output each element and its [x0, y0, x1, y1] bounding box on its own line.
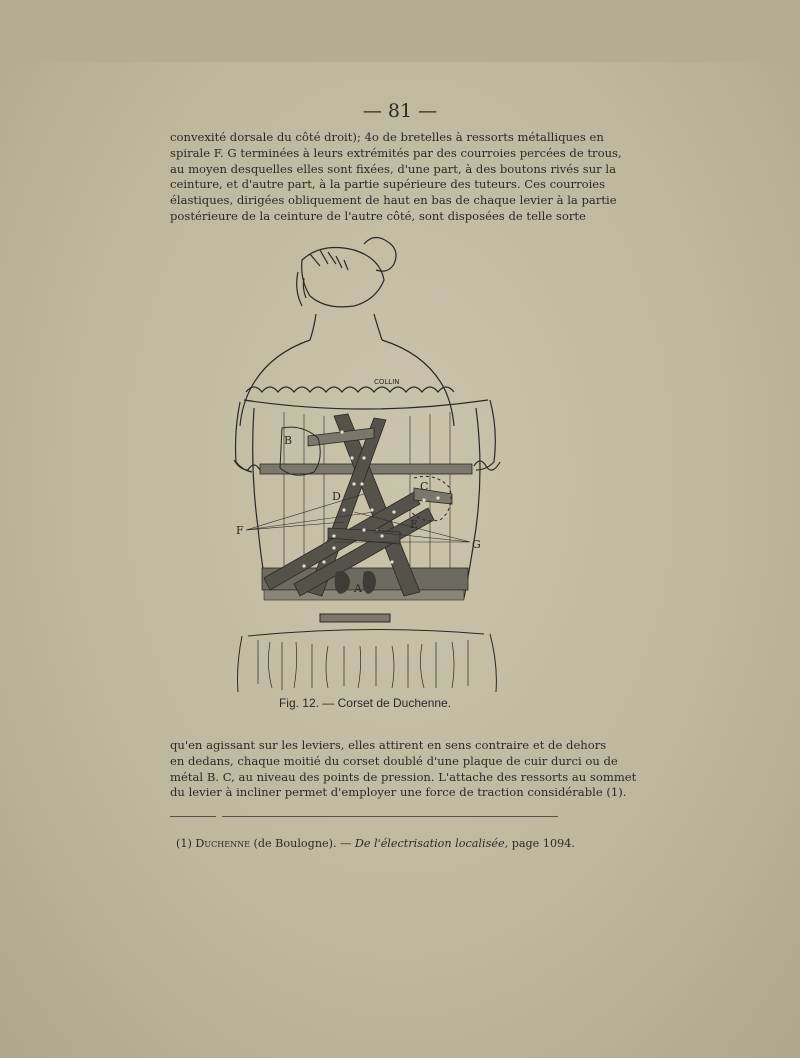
label-e: E	[410, 518, 419, 531]
text-line: qu'en agissant sur les leviers, elles attirent en sens contraire et de dehors	[170, 738, 607, 752]
hair	[302, 248, 384, 307]
text-line: élastiques, dirigées obliquement de haut en bas de chaque levier à la partie	[170, 193, 617, 208]
label-a: A	[354, 582, 362, 595]
label-b: B	[284, 434, 293, 447]
text-line: métal B. C, au niveau des points de pression. L'attache des ressorts au sommet	[170, 769, 637, 784]
text-line: au moyen desquelles elles sont fixées, d'une part, à des boutons rivés sur la	[170, 161, 617, 176]
label-c: C	[420, 480, 429, 493]
corset-engraving	[224, 232, 508, 694]
text-line: postérieure de la ceinture de l'autre côté, sont disposées de telle sorte	[170, 208, 586, 223]
lace-top	[246, 387, 454, 392]
footnote-page: page 1094.	[511, 837, 575, 850]
back-outline	[240, 340, 454, 426]
label-f: F	[236, 524, 244, 537]
text-line: convexité dorsale du côté droit); 4o de bretelles à ressorts métalliques en	[170, 130, 604, 144]
page-number: — 81 —	[362, 100, 438, 122]
footnote-marker: (1)	[176, 837, 192, 850]
paragraph-bottom	[170, 738, 637, 801]
figure-caption: Fig. 12. — Corset de Duchenne.	[278, 696, 452, 710]
footnote-author: Duchenne	[195, 837, 250, 850]
engraver-signature: COLLIN	[374, 378, 400, 386]
skirt	[238, 634, 497, 692]
text-line: ceinture, et d'autre part, à la partie supérieure des tuteurs. Ces courroies	[170, 177, 606, 192]
footnote-rule	[222, 816, 558, 817]
page-top-edge	[0, 0, 800, 62]
text-line: en dedans, chaque moitié du corset doublé d'une plaque de cuir durci ou de	[170, 753, 618, 768]
footnote-rule-left	[170, 816, 216, 817]
text-line: du levier à incliner permet d'employer une force de traction considérable (1).	[170, 785, 627, 800]
label-g: G	[472, 538, 481, 551]
label-d: D	[332, 490, 341, 503]
text-line: spirale F. G terminées à leurs extrémités par des courroies percées de trous,	[170, 145, 622, 160]
footnote	[176, 837, 575, 850]
footnote-place: (de Boulogne). —	[253, 837, 352, 850]
footnote-title: De l'électrisation localisée,	[354, 837, 509, 850]
hair-bun	[364, 237, 396, 271]
paragraph-top	[170, 130, 622, 225]
